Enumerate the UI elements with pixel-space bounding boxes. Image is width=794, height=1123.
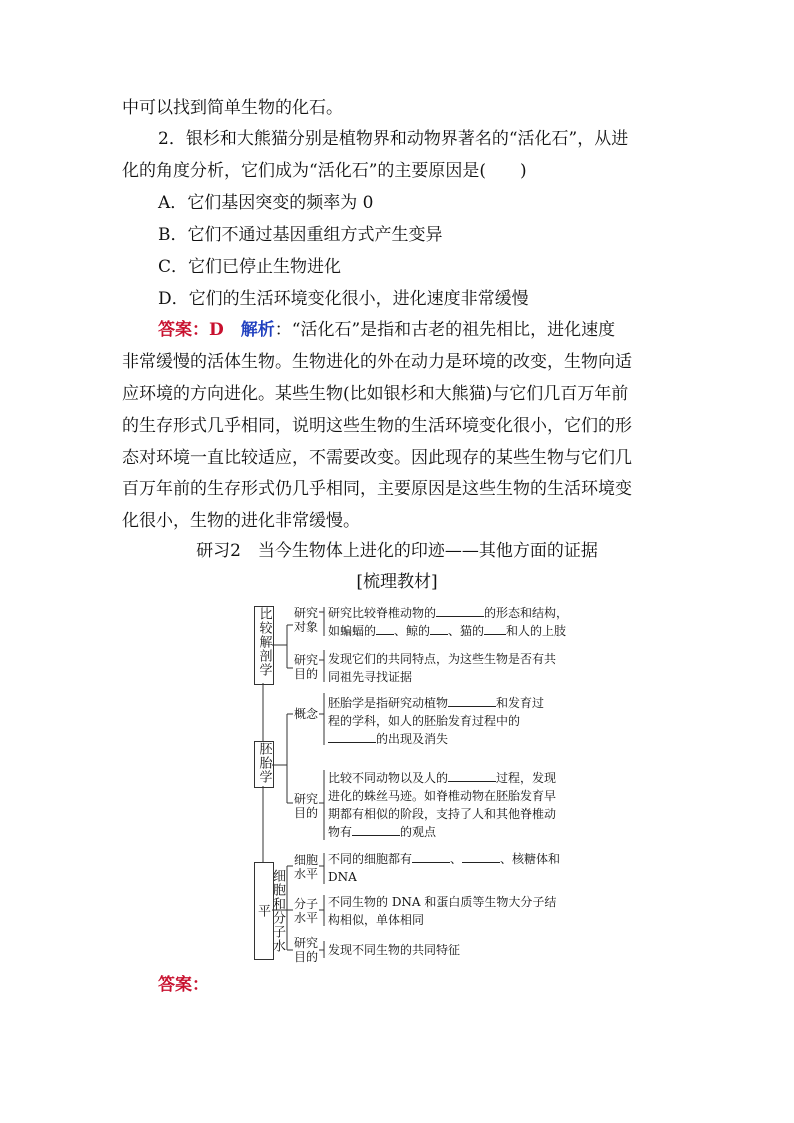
answer-line-3: 应环境的方向进化。某些生物(比如银杉和大熊猫)与它们几百万年前 (122, 384, 629, 404)
anatomy-purpose-line-2: 同祖先寻找证据 (328, 670, 413, 684)
anatomy-object-line-1 (328, 606, 568, 620)
fill-blank[interactable] (376, 624, 394, 635)
anatomy-purpose-line-1: 发现它们的共同特点，为这些生物是否有共 (328, 652, 557, 666)
molecular-level-line-2: 构相似，单体相同 (328, 913, 425, 927)
anatomy-object-line-2 (328, 624, 566, 638)
answer-line-2: 非常缓慢的活体生物。生物进化的外在动力是环境的改变，生物向适 (122, 352, 632, 372)
sub-label-concept: 概念 (293, 707, 318, 721)
fill-blank[interactable] (352, 825, 400, 836)
option-a: A．它们基因突变的频率为 0 (158, 193, 374, 213)
molecular-level-line-1: 不同生物的 DNA 和蛋白质等生物大分子结 (328, 895, 557, 909)
anatomy-object-text-1b: 的形态和结构， (484, 606, 569, 620)
embryo-purpose-line-4 (328, 825, 436, 839)
sub-label-cell-level: 细胞水平 (293, 853, 318, 881)
cell-level-text-1c: 、核糖体和 (500, 852, 561, 866)
analysis-label: 解析 (240, 320, 275, 340)
embryo-concept-text-3b: 的出现及消失 (376, 732, 449, 746)
group-label-anatomy: 比较解剖学 (256, 607, 272, 677)
subtitle: [梳理教材] (356, 572, 438, 592)
answer-line-5: 态对环境一直比较适应，不需要改变。因此现存的某些生物与它们几 (122, 448, 632, 468)
fill-blank[interactable] (448, 696, 496, 707)
answer-line-7: 化很小，生物的进化非常缓慢。 (122, 511, 360, 531)
embryo-concept-line-2: 程的学科，如人的胚胎发育过程中的 (328, 714, 521, 728)
embryo-purpose-text-1b: 过程，发现 (496, 771, 557, 785)
sub-label-molecular-level: 分子水平 (293, 897, 318, 925)
option-b: B．它们不通过基因重组方式产生变异 (158, 225, 443, 245)
cell-level-line-2: DNA (328, 870, 357, 884)
embryo-concept-text-1: 胚胎学是指研究动植物 (328, 696, 449, 710)
fill-blank[interactable] (462, 852, 500, 863)
fill-blank[interactable] (484, 624, 506, 635)
anatomy-object-text-1: 研究比较脊椎动物的 (328, 606, 437, 620)
question-line-1: 2．银杉和大熊猫分别是植物界和动物界著名的“活化石”，从进 (158, 129, 629, 149)
anatomy-object-text-2d: 和人的上肢 (506, 624, 567, 638)
anatomy-object-text-2: 如蝙蝠的 (328, 624, 377, 638)
group-box-embryology (254, 741, 274, 788)
group-label-embryology: 胚胎学 (256, 742, 272, 784)
answer-label: 答案：D (158, 320, 224, 340)
cell-level-text-1: 不同的细胞都有 (328, 852, 413, 866)
question-line-2: 化的角度分析，它们成为“活化石”的主要原因是( ) (122, 161, 527, 181)
group-box-anatomy (254, 606, 274, 685)
molecular-purpose-line-1: 发现不同生物的共同特征 (328, 943, 461, 957)
section-title: 研习2 当今生物体上进化的印迹——其他方面的证据 (196, 541, 598, 561)
fill-blank[interactable] (448, 771, 496, 782)
embryo-concept-line-1 (328, 696, 544, 710)
fill-blank[interactable] (430, 624, 448, 635)
answer-text-1: ：“活化石”是指和古老的祖先相比，进化速度 (274, 320, 616, 340)
fill-blank[interactable] (412, 852, 450, 863)
anatomy-object-text-2c: 、猫的 (448, 624, 485, 638)
final-answer-label: 答案： (158, 975, 209, 995)
answer-line-4: 的生存形式几乎相同，说明这些生物的生活环境变化很小，它们的形 (122, 416, 632, 436)
embryo-purpose-line-2: 进化的蛛丝马迹。如脊椎动物在胚胎发育早 (328, 789, 557, 803)
option-d: D．它们的生活环境变化很小，进化速度非常缓慢 (158, 289, 529, 309)
group-box-cell-molecular (254, 862, 285, 960)
embryo-purpose-text-4b: 的观点 (400, 825, 437, 839)
group-label-cell-molecular: 细胞和分子水平 (255, 869, 285, 953)
answer-line-6: 百万年前的生存形式仍几乎相同，主要原因是这些生物的生活环境变 (122, 479, 632, 499)
sub-label-research-purpose-2: 研究目的 (293, 792, 318, 820)
sub-label-research-object: 研究对象 (293, 606, 318, 634)
embryo-concept-line-3 (328, 732, 448, 746)
anatomy-object-text-2b: 、鲸的 (394, 624, 431, 638)
cell-level-line-1 (328, 852, 560, 866)
embryo-purpose-text-1: 比较不同动物以及人的 (328, 771, 449, 785)
embryo-purpose-line-1 (328, 771, 556, 785)
intro-line: 中可以找到简单生物的化石。 (122, 98, 343, 118)
sub-label-research-purpose-1: 研究目的 (293, 653, 318, 681)
embryo-purpose-text-4: 物有 (328, 825, 353, 839)
cell-level-text-1b: 、 (450, 852, 463, 866)
embryo-purpose-line-3: 期都有相似的阶段，支持了人和其他脊椎动 (328, 807, 557, 821)
embryo-concept-text-1b: 和发育过 (496, 696, 545, 710)
option-c: C．它们已停止生物进化 (158, 257, 342, 277)
sub-label-research-purpose-3: 研究目的 (293, 936, 318, 964)
fill-blank[interactable] (328, 732, 376, 743)
fill-blank[interactable] (436, 606, 484, 617)
